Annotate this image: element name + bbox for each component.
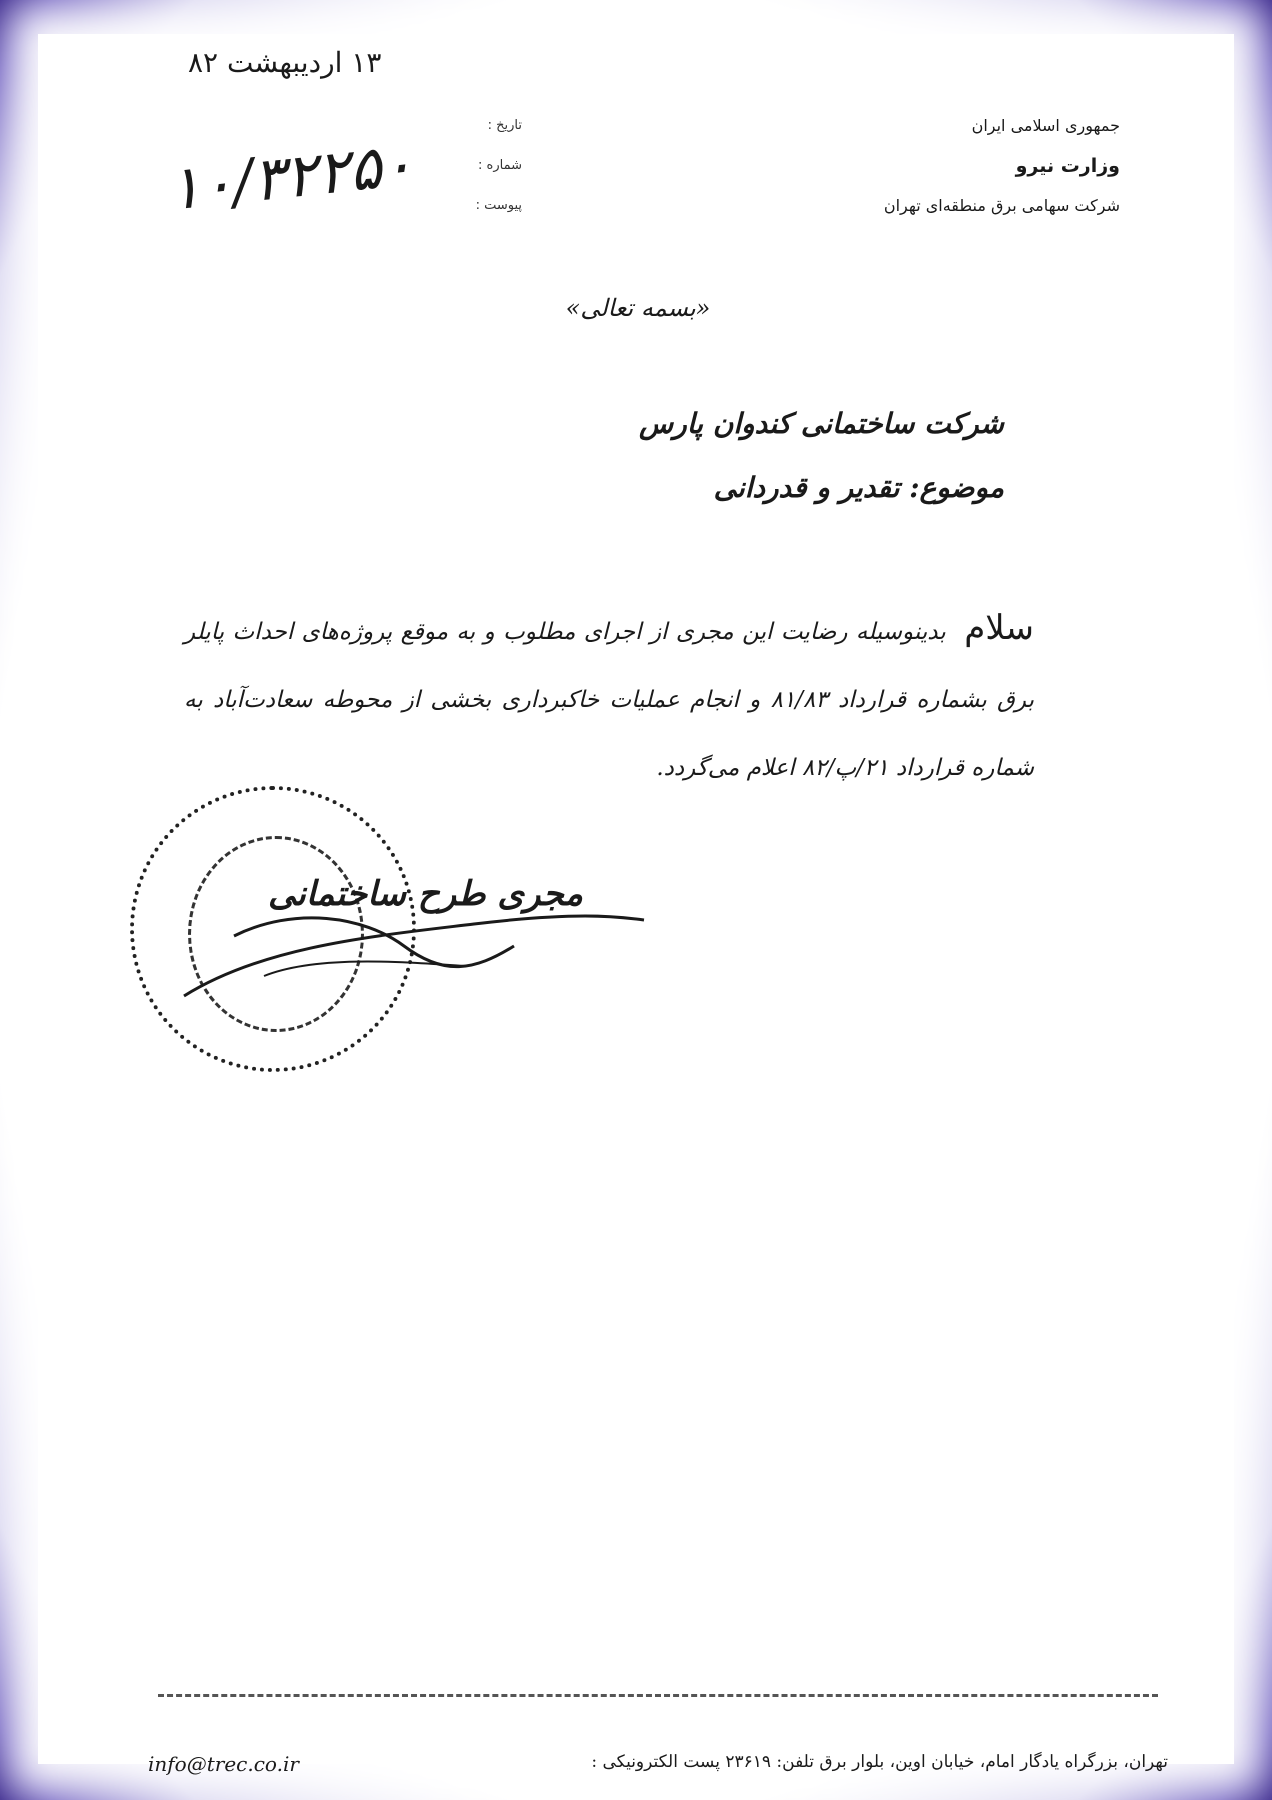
country-name: جمهوری اسلامی ایران [971, 116, 1120, 135]
signature-title: مجری طرح ساختمانی [268, 874, 583, 914]
date-label: تاریخ : [487, 118, 522, 133]
handwritten-date: ۱۳ اردیبهشت ۸۲ [188, 46, 382, 79]
footer-address: تهران، بزرگراه یادگار امام، خیابان اوین، بلوار برق تلفن: ۲۳۶۱۹ پست الکترونیکی : [591, 1752, 1168, 1772]
letter-number: ۱۰/۳۲۲۵۰ [165, 129, 417, 225]
number-label: شماره : [478, 158, 522, 173]
footer-divider [158, 1694, 1158, 1697]
letter-page [38, 34, 1234, 1776]
greeting: سلام [964, 608, 1035, 648]
meta-labels [412, 106, 522, 226]
attachment-label: پیوست : [475, 198, 522, 213]
recipient-name: شرکت ساختمانی کندوان پارس [639, 407, 1004, 440]
letter-body [184, 594, 1034, 802]
company-name: شرکت سهامی برق منطقه‌ای تهران [883, 196, 1120, 215]
body-text: بدینوسیله رضایت این مجری از اجرای مطلوب و به موقع پروژه‌های احداث پایلر برق بشماره قرارداد ۸۱/۸۳ و انجام عملیات خاکبرداری بخشی از محوطه سعادت‌آباد به شماره قرارداد ۲۱/پ/۸۲ اعلام می‌گردد. [184, 619, 1034, 781]
footer-email: info@trec.co.ir [148, 1752, 299, 1776]
organization-header [740, 106, 1120, 226]
basmala: «بسمه تعالی» [565, 294, 711, 322]
subject-line: موضوع: تقدیر و قدردانی [713, 471, 1004, 504]
signature-scribble [174, 876, 654, 1036]
recipient-block [484, 392, 1004, 520]
ministry-name: وزارت نیرو [1015, 155, 1120, 177]
